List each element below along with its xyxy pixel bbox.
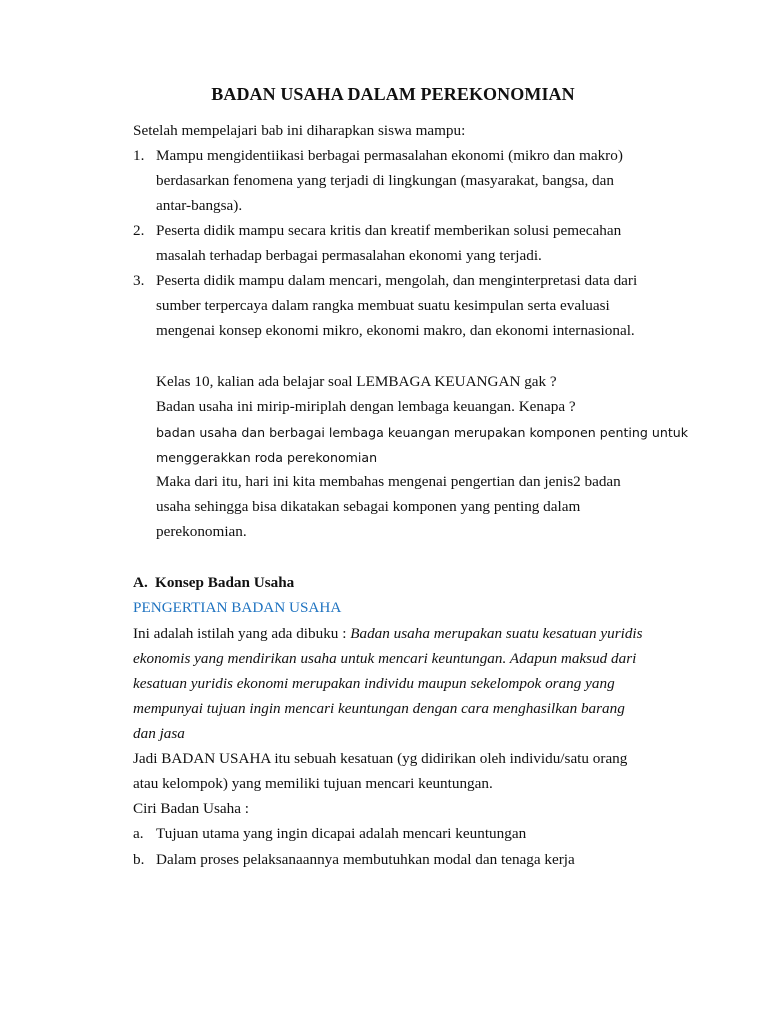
definition-line-4: mempunyai tujuan ingin mencari keuntungan dengan cara menghasilkan barang [133,700,625,717]
definition-line-3: kesatuan yuridis ekonomi merupakan individu maupun sekelompok orang yang [133,675,615,692]
definition-line-1 [133,625,643,643]
objective-1-line-3: antar-bangsa). [156,197,243,214]
definition-line-5: dan jasa [133,725,185,742]
summary-line-2: atau kelompok) yang memiliki tujuan mencari keuntungan. [133,775,493,792]
summary-line-1: Jadi BADAN USAHA itu sebuah kesatuan (yg didirikan oleh individu/satu orang [133,750,628,767]
ciri-item-a-text: Tujuan utama yang ingin dicapai adalah mencari keuntungan [156,825,527,842]
discussion-conclusion-line-1: Maka dari itu, hari ini kita membahas mengenai pengertian dan jenis2 badan [156,473,621,490]
section-a-subheading: PENGERTIAN BADAN USAHA [133,599,342,616]
objective-2-line-2: masalah terhadap berbagai permasalahan ekonomi yang terjadi. [156,247,542,264]
objective-3-number: 3. [133,272,145,289]
objective-1-line-1: Mampu mengidentiikasi berbagai permasalahan ekonomi (mikro dan makro) [156,147,623,164]
page-title: BADAN USAHA DALAM PEREKONOMIAN [211,84,575,104]
objective-3-line-1: Peserta didik mampu dalam mencari, mengolah, dan menginterpretasi data dari [156,272,638,289]
section-a-heading: Konsep Badan Usaha [155,574,295,591]
discussion-conclusion-line-3: perekonomian. [156,523,247,540]
discussion-question-1: Kelas 10, kalian ada belajar soal LEMBAGA KEUANGAN gak ? [156,373,557,390]
ciri-label: Ciri Badan Usaha : [133,800,249,817]
ciri-item-a-letter: a. [133,825,144,842]
ciri-item-b-text: Dalam proses pelaksanaannya membutuhkan modal dan tenaga kerja [156,851,575,868]
objective-2-number: 2. [133,222,145,239]
objective-3-line-3: mengenai konsep ekonomi mikro, ekonomi makro, dan ekonomi internasional. [156,322,635,339]
objective-3-line-2: sumber terpercaya dalam rangka membuat suatu kesimpulan serta evaluasi [156,297,610,314]
definition-line-2: ekonomis yang mendirikan usaha untuk mencari keuntungan. Adapun maksud dari [133,650,637,667]
discussion-answer-line-1: badan usaha dan berbagai lembaga keuangan merupakan komponen penting untuk [156,425,689,440]
objective-1-line-2: berdasarkan fenomena yang terjadi di lingkungan (masyarakat, bangsa, dan [156,172,614,189]
definition-italic-1: Badan usaha merupakan suatu kesatuan yuridis [350,625,643,642]
objective-2-line-1: Peserta didik mampu secara kritis dan kreatif memberikan solusi pemecahan [156,222,622,239]
objective-1-number: 1. [133,147,145,164]
section-a-letter: A. [133,574,148,591]
discussion-conclusion-line-2: usaha sehingga bisa dikatakan sebagai komponen yang penting dalam [156,498,581,515]
definition-prefix: Ini adalah istilah yang ada dibuku : [133,625,351,642]
discussion-question-2: Badan usaha ini mirip-miriplah dengan lembaga keuangan. Kenapa ? [156,398,576,415]
ciri-item-b-letter: b. [133,851,145,868]
discussion-answer-line-2: menggerakkan roda perekonomian [156,450,378,465]
intro-text: Setelah mempelajari bab ini diharapkan siswa mampu: [133,122,466,139]
